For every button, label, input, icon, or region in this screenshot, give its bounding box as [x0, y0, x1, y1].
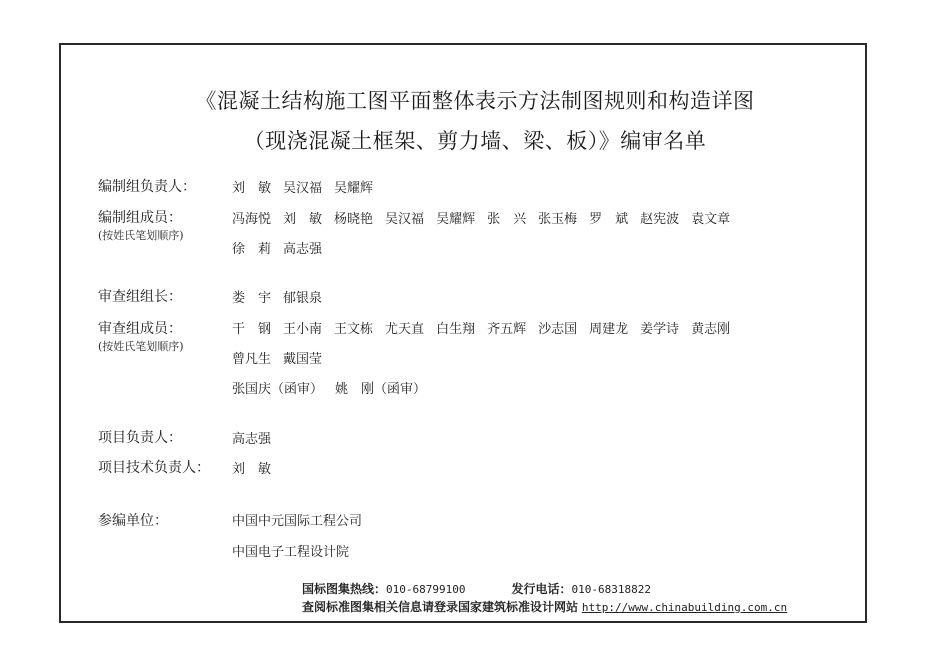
name: 周建龙: [589, 322, 629, 337]
participants-label: 参编单位：: [98, 513, 168, 529]
name: 张 兴: [487, 212, 527, 227]
website-text: 查阅标准图集相关信息请登录国家建筑标准设计网站: [302, 600, 579, 614]
name: 王文栋: [334, 322, 374, 337]
footer-website: [302, 598, 787, 615]
name: 杨晓艳: [334, 212, 374, 227]
website-link[interactable]: http://www.chinabuilding.com.cn: [581, 601, 788, 614]
name: 罗 斌: [589, 212, 629, 227]
name: 吴耀辉: [436, 212, 476, 227]
hotline-label: 国标图集热线：: [302, 582, 387, 596]
name: 尤天直: [385, 322, 425, 337]
name: 高志强: [283, 242, 323, 257]
review-members-row2: [232, 348, 334, 367]
participant-unit: 中国中元国际工程公司: [232, 514, 363, 529]
title-line-2: （现浇混凝土框架、剪力墙、梁、板）》编审名单: [243, 129, 707, 153]
name: 吴汉福: [283, 181, 323, 196]
participant-unit: 中国电子工程设计院: [232, 545, 350, 560]
hotline-number: 010-68799100: [386, 583, 466, 596]
review-leader-names: [232, 287, 334, 306]
name: 刘 敏: [232, 181, 272, 196]
name: 曾凡生: [232, 352, 272, 367]
name: 赵宪波: [640, 212, 680, 227]
compile-members-note: (按姓氏笔划顺序): [98, 229, 184, 242]
name: 冯海悦: [232, 212, 272, 227]
name: 徐 莉: [232, 242, 272, 257]
compile-leader-label: 编制组负责人：: [98, 179, 196, 195]
name: 黄志刚: [691, 322, 731, 337]
compile-members-row1: [232, 208, 742, 227]
phone-number: 010-68318822: [571, 583, 651, 596]
review-members-row3: [232, 378, 438, 397]
review-members-label: 审查组成员：: [98, 321, 182, 337]
name: 吴耀辉: [334, 181, 374, 196]
review-members-note: (按姓氏笔划顺序): [98, 340, 184, 353]
name: 白生翔: [436, 322, 476, 337]
tech-leader-label: 项目技术负责人：: [98, 460, 210, 476]
project-leader-name: 高志强: [232, 432, 272, 447]
name: 沙志国: [538, 322, 578, 337]
name: 齐五辉: [487, 322, 527, 337]
footer-contact: [302, 580, 651, 597]
project-leader-label: 项目负责人：: [98, 430, 182, 446]
name: 张国庆（函审）: [232, 382, 324, 397]
compile-leader-names: [232, 177, 385, 196]
phone-label: 发行电话：: [511, 582, 572, 596]
name: 郁银泉: [283, 291, 323, 306]
name: 干 钢: [232, 322, 272, 337]
compile-members-label: 编制组成员：: [98, 210, 182, 226]
name: 张玉梅: [538, 212, 578, 227]
name: 娄 宇: [232, 291, 272, 306]
name: 姚 刚（函审）: [335, 382, 427, 397]
title-line-1: 《混凝土结构施工图平面整体表示方法制图规则和构造详图: [195, 89, 755, 113]
name: 吴汉福: [385, 212, 425, 227]
name: 刘 敏: [283, 212, 323, 227]
name: 袁文章: [691, 212, 731, 227]
review-leader-label: 审查组组长：: [98, 289, 182, 305]
name: 王小南: [283, 322, 323, 337]
tech-leader-name: 刘 敏: [232, 462, 272, 477]
review-members-row1: [232, 318, 742, 337]
name: 姜学诗: [640, 322, 680, 337]
compile-members-row2: [232, 238, 334, 257]
name: 戴国莹: [283, 352, 323, 367]
